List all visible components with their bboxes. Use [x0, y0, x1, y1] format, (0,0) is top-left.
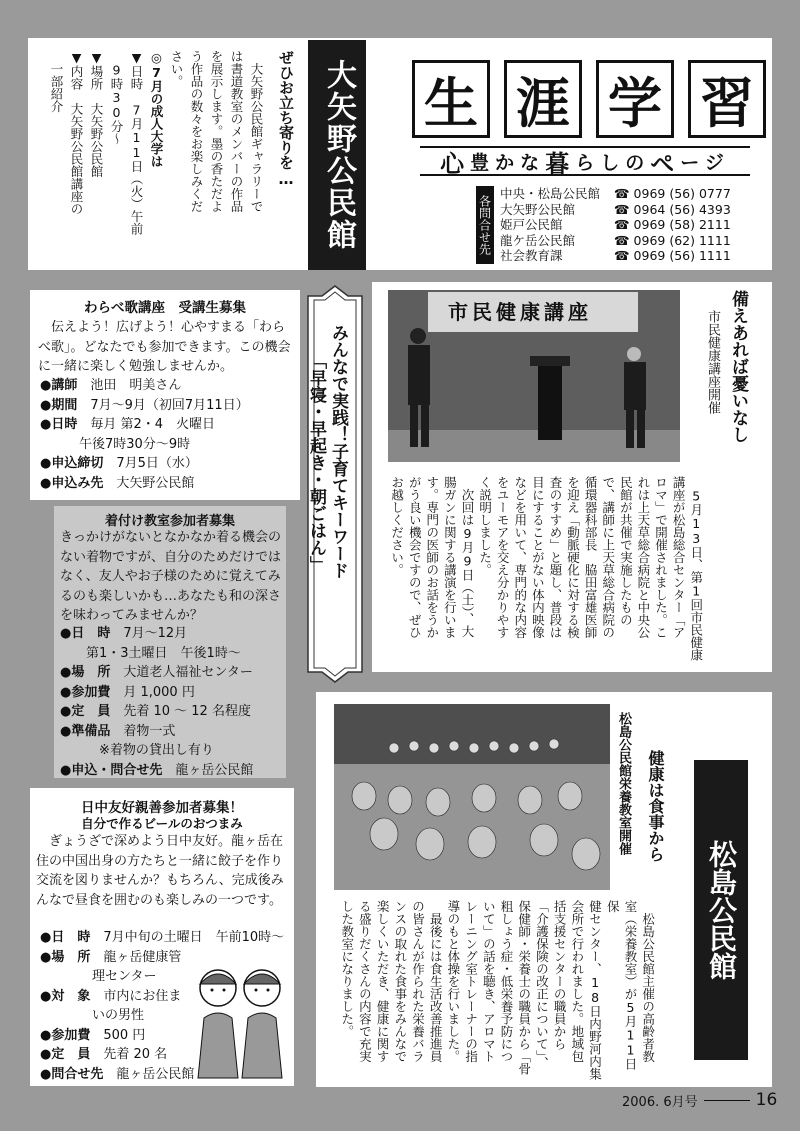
- health-line: をユーモアを交え分かりやす: [495, 476, 511, 639]
- warabe-intro: 伝えよう！広げよう！心やすまる「わらべ歌」。どなたでも参加できます。この機会に一緒に楽しく勉強しませんか。: [38, 320, 291, 374]
- health-title: 備えあれば憂いなし: [728, 290, 748, 443]
- oyano-line: 一部紹介: [49, 50, 64, 113]
- cooking-illustration: [188, 960, 292, 1080]
- contact-label: 各問合せ先: [476, 186, 494, 264]
- oyano-article: [46, 50, 296, 260]
- detail-row: 理センター: [40, 969, 157, 984]
- warabe-title: わらべ歌講座 受講生募集: [84, 300, 246, 316]
- nicchu-subtitle: 自分で作るビールのおつまみ: [81, 816, 243, 831]
- contact-row: 社会教育課 ☎ 0969 (56) 1111: [500, 248, 731, 263]
- matsu-line: 粗しょう症・低栄養予防につ: [499, 900, 515, 1063]
- matsu-line: 室（栄養教室）が5月11日保: [605, 900, 638, 1070]
- oyano-line: 9時30分～: [109, 50, 124, 145]
- detail-row: ●期間 7月～9月（初回7月11日）: [40, 397, 249, 413]
- contact-row: 龍ケ岳公民館 ☎ 0969 (62) 1111: [500, 232, 731, 248]
- nicchu-title: 日中友好親善参加者募集！: [81, 800, 243, 816]
- detail-row: ●参加費 500 円: [40, 1027, 146, 1043]
- matsu-line: る盛りだくさんの内容で充実: [357, 900, 373, 1063]
- detail-row: 午後7時30分～9時: [40, 436, 191, 452]
- health-line: 次回は9月9日（土）、大: [459, 476, 475, 638]
- issue-label: 2006. 6月号: [622, 1094, 698, 1110]
- detail-row: 第1・3土曜日 午後1時～: [60, 645, 241, 661]
- health-line: 循環器科部長 脇田富雄医師: [583, 476, 599, 639]
- matsushima-article: [338, 900, 657, 1080]
- matsu-line: 松島公民館主催の高齢者教: [640, 900, 656, 1063]
- health-line: 講座が松島総合センター「ア: [671, 476, 687, 639]
- matsu-line: 保健師・栄養士の職員から「骨: [516, 900, 532, 1075]
- detail-row: ●準備品 着物一式: [60, 723, 176, 739]
- detail-row: ●日 時 7月～12月: [60, 626, 188, 641]
- matsu-line: 会所で行われました。地域包: [569, 900, 585, 1063]
- detail-row: ●参加費 月 1,000 円: [60, 684, 195, 700]
- matsu-line: レーニング室トレーナーの指: [463, 900, 479, 1063]
- detail-row: ●定 員 先着 10 ～ 12 名程度: [60, 704, 251, 719]
- detail-row: ●対 象 市内にお住ま: [40, 988, 182, 1004]
- matsu-line: 括支援センターの職員から: [552, 900, 568, 1050]
- oyano-line: ▼場所 大矢野公民館: [89, 50, 104, 178]
- kitsuke-details: [60, 624, 284, 780]
- matsushima-banner: 松島公民館: [694, 760, 748, 1060]
- page-number: 16: [755, 1090, 778, 1110]
- detail-row: ●場 所 龍ヶ岳健康管: [40, 949, 182, 965]
- health-article: [388, 476, 705, 662]
- header-kanji: 生: [412, 60, 490, 138]
- detail-row: ●日時 毎月 第2・4 火曜日: [40, 417, 216, 432]
- matsu-line: いて」の話を聴き、アロマト: [481, 900, 497, 1063]
- matsu-line: した教室になりました。: [339, 900, 355, 1038]
- health-line: 腸ガンに関する講演を行いま: [442, 476, 458, 639]
- footer-rule: [704, 1100, 750, 1101]
- oyano-banner: 大矢野公民館: [308, 40, 368, 270]
- oyano-line: は書道教室のメンバーの作品: [229, 50, 244, 213]
- oyano-line: さい。: [169, 50, 184, 88]
- nutrition-class-photo: [334, 704, 610, 890]
- matsu-line: 最後には食生活改善推進員: [428, 900, 444, 1063]
- oyano-line: を展示します。墨の香ただよ: [209, 50, 224, 213]
- oyano-line: 大矢野公民館ギャラリーで: [249, 50, 264, 213]
- detail-row: ●日 時 7月中旬の土曜日 午前10時～: [40, 930, 285, 945]
- health-line: を迎え「動脈硬化に対する検: [565, 476, 581, 639]
- kitsuke-title: 着付け教室参加者募集: [104, 514, 235, 529]
- nicchu-intro: ぎょうざで深めよう日中友好。龍ヶ岳在住の中国出身の方たちと一緒に餃子を作り交流を図りませんか？もちろん、完成後みんなで昼食を囲むのも楽しみの一つです。: [36, 834, 284, 908]
- detail-row: ●講師 池田 明美さん: [40, 378, 182, 393]
- oyano-line: ▼内容 大矢野公民館講座の: [69, 50, 84, 215]
- detail-row: ※着物の貸出し有り: [60, 743, 214, 758]
- page-footer: [622, 1090, 777, 1110]
- matsushima-title: 健康は食事から: [646, 750, 665, 862]
- contact-list: [500, 186, 764, 264]
- header-kanji: 涯: [504, 60, 582, 138]
- header-subtitle: 心 豊かな 暮 らしの ペ ージ: [420, 146, 750, 176]
- health-line: がう良い機会ですので、ぜひ: [407, 476, 423, 639]
- health-line: 5月13日、第1回市民健康: [688, 476, 704, 661]
- contact-row: 姫戸公民館 ☎ 0969 (58) 2111: [500, 217, 731, 232]
- health-line: ロマ」で開催されました。こ: [653, 476, 669, 639]
- contact-row: 大矢野公民館 ☎ 0964 (56) 4393: [500, 201, 731, 217]
- matsu-line: ンスの取れた食事をみんなで: [392, 900, 408, 1063]
- header-kanji: 学: [596, 60, 674, 138]
- photo-banner-text: 市民健康講座: [448, 300, 592, 324]
- lecture-photo: [388, 290, 680, 462]
- oyano-line: ◎7月の成人大学は: [149, 50, 164, 168]
- health-line: お越しください。: [389, 476, 405, 576]
- matsu-line: 導のもと体操を行いました。: [445, 900, 461, 1063]
- slogan-line2: 「早寝・早起き・朝ごはん」: [306, 352, 326, 573]
- slogan-line1: みんなで実践！子育てキーワード: [328, 324, 348, 579]
- header-kanji: 習: [688, 60, 766, 138]
- detail-row: ●申込み先 大矢野公民館: [40, 475, 195, 491]
- matsu-line: 「介護保険の改正について」、: [534, 900, 550, 1069]
- oyano-headline: ぜひお立ち寄りを…: [277, 50, 295, 188]
- matsushima-subtitle: 松島公民館栄養教室開催: [616, 712, 631, 855]
- health-line: で、講師に上天草総合病院の: [600, 476, 616, 639]
- oyano-line: ▼日時 7月11日（火）午前: [129, 50, 144, 235]
- health-line: 民館が共催で実施したもの: [618, 476, 634, 626]
- health-line: 目にすることがない体内映像: [530, 476, 546, 639]
- health-subtitle: 市民健康講座開催: [705, 310, 720, 414]
- health-line: などを用いて、専門的な内容: [512, 476, 528, 639]
- detail-row: ●定 員 先着 20 名: [40, 1047, 168, 1062]
- matsu-line: の皆さんが作られた栄養バラ: [410, 900, 426, 1063]
- health-line: く説明しました。: [477, 476, 493, 576]
- contact-row: 中央・松島公民館 ☎ 0969 (56) 0777: [500, 186, 731, 201]
- health-line: 査のすすめ」と題し、普段は: [547, 476, 563, 639]
- detail-row: ●申込締切 7月5日（水）: [40, 456, 198, 471]
- health-line: す。専門の医師のお話をうか: [424, 476, 440, 639]
- detail-row: ●問合せ先 龍ヶ岳公民館: [40, 1066, 195, 1082]
- oyano-line: う作品の数々をお楽しみくだ: [189, 50, 204, 213]
- detail-row: いの男性: [40, 1008, 145, 1023]
- kitsuke-intro: きっかけがないとなかなか着る機会のない着物ですが、自分のためだけではなく、友人やお子様のために覚えてみるのも楽しいかも…あなたも和の深さを味わってみませんか？: [60, 530, 282, 623]
- warabe-details: [40, 376, 296, 493]
- health-line: れは上天草総合病院と中央公: [635, 476, 651, 639]
- detail-row: ●場 所 大道老人福祉センター: [60, 665, 253, 680]
- matsu-line: 楽しくいただき、健康に関す: [375, 900, 391, 1063]
- matsu-line: 健センター、18日内野河内集: [587, 900, 603, 1080]
- detail-row: ●申込・問合せ先 龍ヶ岳公民館: [60, 762, 254, 778]
